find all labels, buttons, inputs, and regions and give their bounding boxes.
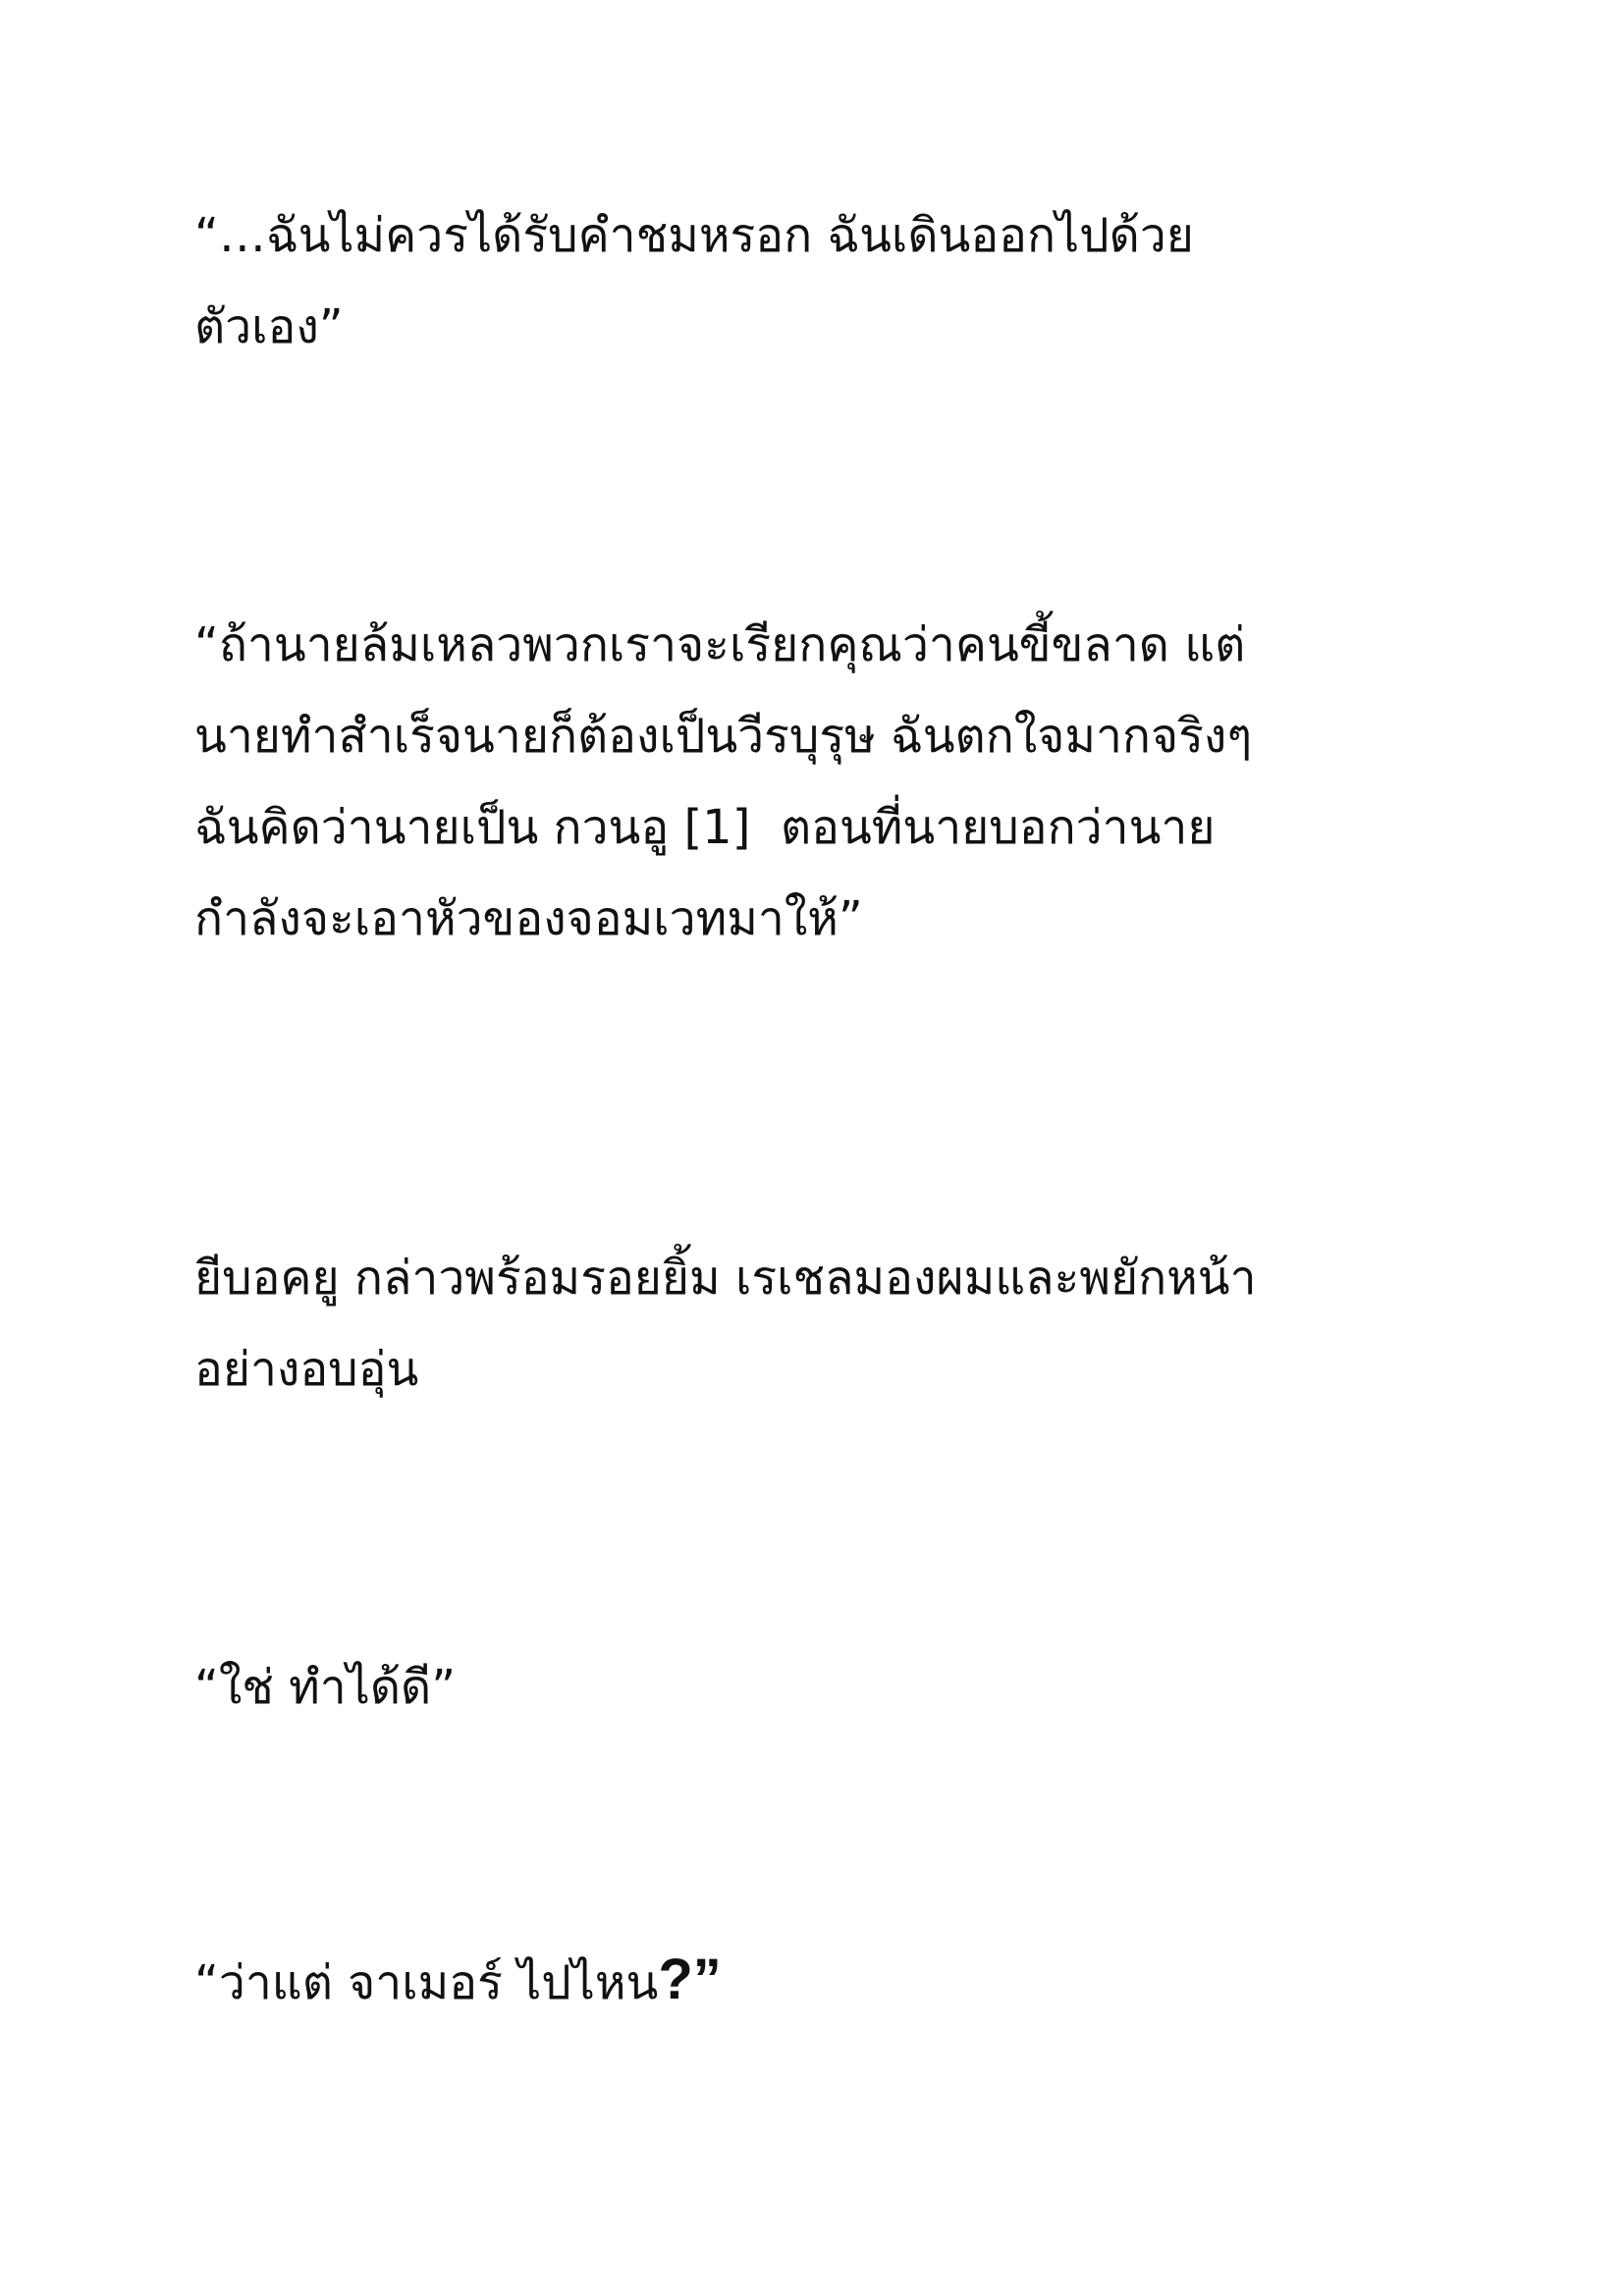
text-line-body: “ว่าแต่ จาเมอร์ ไปไหน: [194, 1955, 659, 2010]
text-line-with-footnote: ฉันคิดว่านายเป็น กวนอู [1] ตอนที่นายบอกว่านาย: [194, 800, 1216, 855]
text-line: อย่างอบอุ่น: [194, 1342, 419, 1397]
paragraph-4: [194, 1656, 1432, 1747]
paragraph-5: [194, 1949, 1432, 2040]
paragraph-3: [194, 1247, 1432, 1429]
paragraph-2: [194, 614, 1432, 979]
text-line: “…ฉันไม่ควรได้รับคำชมหรอก ฉันเดินออกไปด้วย: [194, 208, 1194, 263]
text-line: “ใช่ ทำได้ดี”: [194, 1660, 457, 1715]
paragraph-1: [194, 204, 1432, 387]
text-line: ยีบอคยู กล่าวพร้อมรอยยิ้ม เรเชลมองผมและพยักหน้า: [194, 1251, 1257, 1306]
text-line: นายทำสำเร็จนายก็ต้องเป็นวีรบุรุษ ฉันตกใจมากจริงๆ: [194, 709, 1253, 764]
question-mark: ?”: [658, 1948, 722, 2011]
text-line: ตัวเอง”: [194, 299, 344, 354]
text-line: กำลังจะเอาหัวของจอมเวทมาให้”: [194, 891, 863, 946]
text-line: “ถ้านายล้มเหลวพวกเราจะเรียกคุณว่าคนขี้ขลาด แต่: [194, 617, 1246, 672]
text-line: [194, 1949, 1432, 2040]
